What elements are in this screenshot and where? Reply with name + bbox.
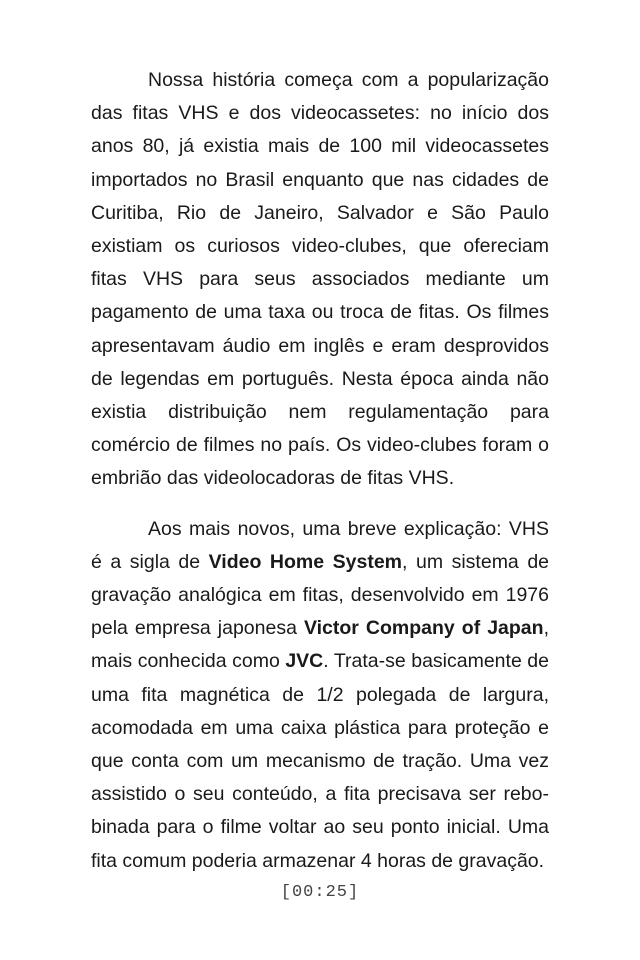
paragraph-1-text: Nossa história começa com a popularização das fitas VHS e dos videocassetes: no início dos anos 80, já existia mais de 100 mil videocassetes importados no Brasil enquanto que nas cidades de Curitiba, Rio de Janeiro, Salvador e São Paulo existiam os curiosos video-clubes, que ofereciam fitas VHS para seus associados mediante um pagamento de uma taxa ou troca de fitas. Os filmes apresentavam áudio em inglês e eram desprovidos de legendas em português. Nesta época ainda não existia distribuição nem regulamentação para comércio de filmes no país. Os video-clubes foram o embrião das videolocadoras de fitas VHS. [91,69,549,490]
document-body [91,64,549,878]
bold-term-vhs-expansion: Video Home System [208,550,403,573]
paragraph-2 [91,513,549,878]
text-segment: . Trata-se basicamente de uma fita magnética de 1/2 polegada de largura, acomodada em uma caixa plástica para proteção e que conta com um mecanismo de tração. Uma vez assistido o seu conteúdo, a fita precisava ser rebo-binada para o filme voltar ao seu ponto inicial. Uma fita comum poderia armazenar 4 horas de gravação. [91,650,549,872]
bold-term-jvc: JVC [285,650,324,673]
text-segment: , um sistema de gravação analógica em fitas, desenvolvido em 1976 pela empresa japonesa [91,550,550,640]
text-segment: , mais conhecida como [91,617,549,673]
paragraph-1 [91,64,549,496]
bold-term-company: Victor Company of Japan [303,617,544,640]
text-segment: Aos mais novos, uma breve explicação: VHS é a sigla de [91,517,549,573]
page-number: [00:25] [280,883,360,902]
